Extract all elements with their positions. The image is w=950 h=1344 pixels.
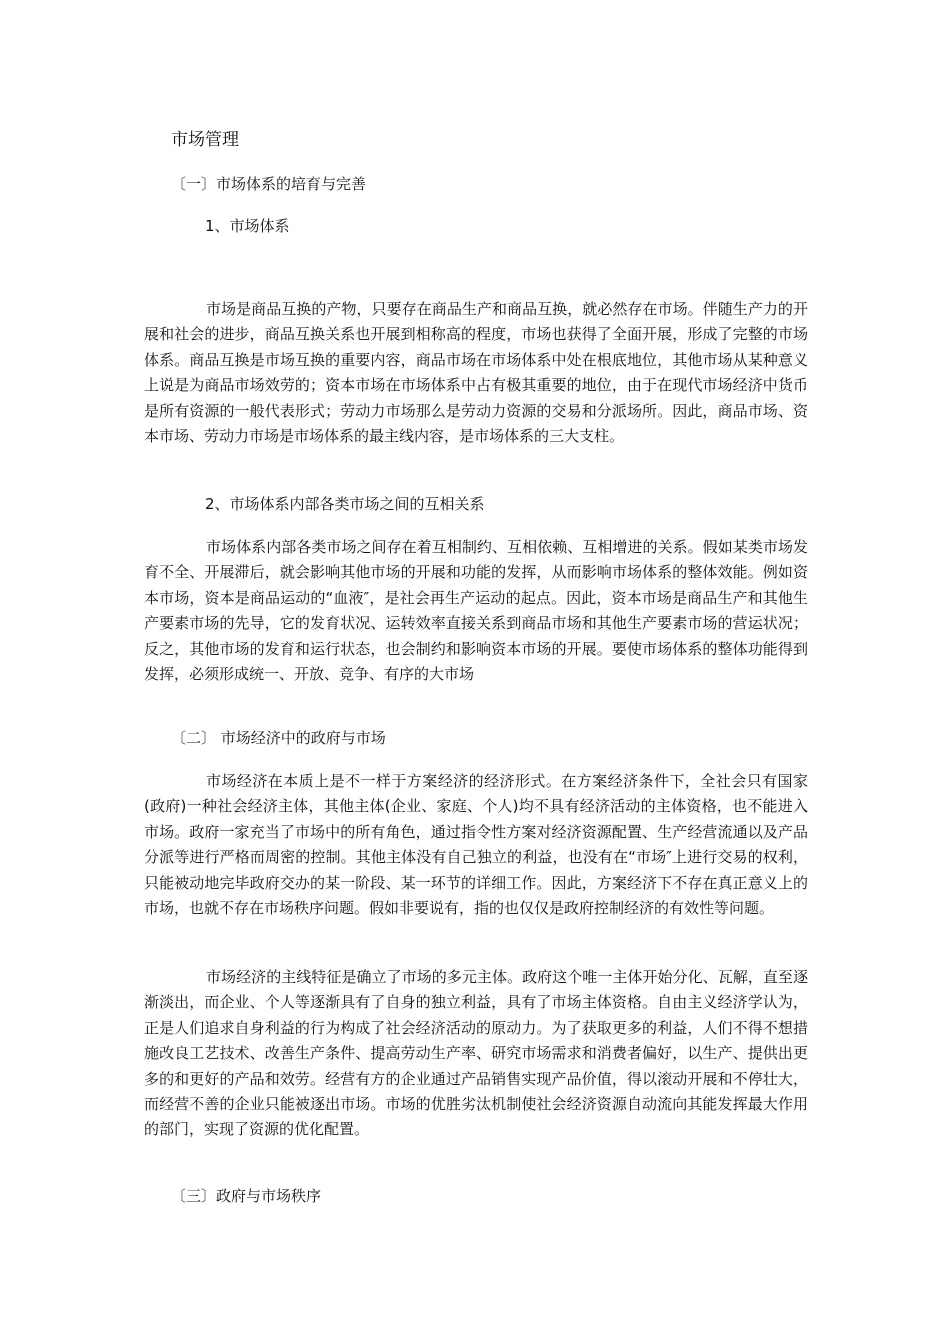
subsection-2-paragraph: 市场体系内部各类市场之间存在着互相制约、互相依赖、互相增进的关系。假如某类市场发育不全、开展滞后，就会影响其他市场的开展和功能的发挥，从而影响市场体系的整体效能。例如资本市场，资本是商品运动的“血液″，是社会再生产运动的起点。因此，资本市场是商品生产和其他生产要素市场的先导，它的发育状况、运转效率直接关系到商品市场和其他生产要素市场的营运状况；反之，其他市场的发育和运行状态，也会制约和影响资本市场的开展。要使市场体系的整体功能得到发挥，必须形成统一、开放、竞争、有序的大市场 xyxy=(144,538,808,684)
section-2-paragraph-1: 市场经济在本质上是不一样于方案经济的经济形式。在方案经济条件下，全社会只有国家(政府)一种社会经济主体，其他主体(企业、家庭、个人)均不具有经济活动的主体资格，也不能进入市场。政府一家充当了市场中的所有角色，通过指令性方案对经济资源配置、生产经营流通以及产品分派等进行严格而周密的控制。其他主体没有自己独立的利益，也没有在“市场″上进行交易的权利，只能被动地完毕政府交办的某一阶段、某一环节的详细工作。因此，方案经济下不存在真正意义上的市场，也就不存在市场秩序问题。假如非要说有，指的也仅仅是政府控制经济的有效性等问题。 xyxy=(144,772,808,918)
section-2-heading: 〔二〕 市场经济中的政府与市场 xyxy=(171,729,386,747)
section-2-paragraph-2: 市场经济的主线特征是确立了市场的多元主体。政府这个唯一主体开始分化、瓦解，直至逐渐淡出，而企业、个人等逐渐具有了自身的独立利益，具有了市场主体资格。自由主义经济学认为，正是人们追求自身利益的行为构成了社会经济活动的原动力。为了获取更多的利益，人们不得不想措施改良工艺技术、改善生产条件、提高劳动生产率、研究市场需求和消费者偏好，以生产、提供出更多的和更好的产品和效劳。经营有方的企业通过产品销售实现产品价值，得以滚动开展和不停壮大，而经营不善的企业只能被逐出市场。市场的优胜劣汰机制使社会经济资源自动流向其能发挥最大作用的部门，实现了资源的优化配置。 xyxy=(144,968,808,1139)
subsection-1-paragraph: 市场是商品互换的产物，只要存在商品生产和商品互换，就必然存在市场。伴随生产力的开展和社会的进步，商品互换关系也开展到相称高的程度，市场也获得了全面开展，形成了完整的市场体系。商品互换是市场互换的重要内容，商品市场在市场体系中处在根底地位，其他市场从某种意义上说是为商品市场效劳的；资本市场在市场体系中占有极其重要的地位，由于在现代市场经济中货币是所有资源的一般代表形式；劳动力市场那么是劳动力资源的交易和分派场所。因此，商品市场、资本市场、劳动力市场是市场体系的最主线内容，是市场体系的三大支柱。 xyxy=(144,300,808,446)
section-1-heading: 〔一〕市场体系的培育与完善 xyxy=(171,175,367,193)
subsection-1-heading: 1、市场体系 xyxy=(205,217,290,235)
section-3-heading: 〔三〕政府与市场秩序 xyxy=(171,1187,322,1205)
document-title: 市场管理 xyxy=(171,130,239,150)
subsection-2-heading: 2、市场体系内部各类市场之间的互相关系 xyxy=(205,495,485,513)
